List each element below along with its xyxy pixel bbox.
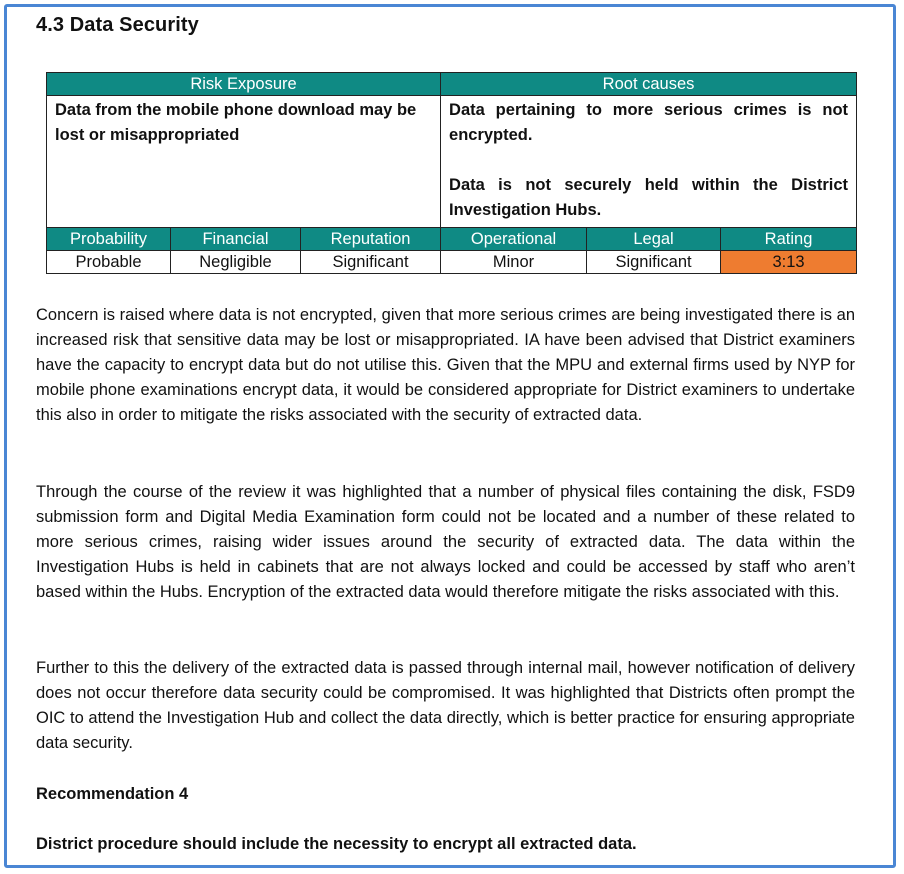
root-cause-2: Data is not securely held within the District Investigation Hubs.: [449, 176, 849, 219]
col-operational: Operational: [441, 228, 587, 251]
col-legal: Legal: [587, 228, 721, 251]
col-financial: Financial: [171, 228, 301, 251]
root-causes-header: Root causes: [441, 73, 857, 96]
val-rating: 3:13: [721, 251, 857, 274]
root-cause-1: Data pertaining to more serious crimes is not encrypted.: [449, 101, 849, 144]
val-probability: Probable: [47, 251, 171, 274]
val-operational: Minor: [441, 251, 587, 274]
recommendation-text: District procedure should include the necessity to encrypt all extracted data.: [36, 835, 637, 853]
col-reputation: Reputation: [301, 228, 441, 251]
section-title: 4.3 Data Security: [36, 14, 199, 36]
paragraph-2: Through the course of the review it was highlighted that a number of physical files containing the disk, FSD9 submission form and Digital Media Examination form could not be located and a number of these related to more serious crimes, raising wider issues around the security of extracted data. The data within the Investigation Hubs is held in cabinets that are not always locked and could be accessed by staff who aren’t based within the Hubs. Encryption of the extracted data would therefore mitigate the risks associated with this.: [36, 483, 855, 601]
risk-exposure-cell: [47, 96, 441, 228]
risk-table: [46, 72, 857, 274]
col-probability: Probability: [47, 228, 171, 251]
paragraph-3: Further to this the delivery of the extracted data is passed through internal mail, however notification of delivery does not occur therefore data security could be compromised. It was highlighted that Districts often prompt the OIC to attend the Investigation Hub and collect the data directly, which is better practice for ensuring appropriate data security.: [36, 659, 855, 752]
col-rating: Rating: [721, 228, 857, 251]
val-financial: Negligible: [171, 251, 301, 274]
val-legal: Significant: [587, 251, 721, 274]
root-causes-cell: [441, 96, 857, 228]
risk-exposure-text: Data from the mobile phone download may be lost or misappropriated: [55, 101, 417, 144]
val-reputation: Significant: [301, 251, 441, 274]
paragraph-1: Concern is raised where data is not encrypted, given that more serious crimes are being investigated there is an increased risk that sensitive data may be lost or misappropriated. IA have been advised that District examiners have the capacity to encrypt data but do not utilise this. Given that the MPU and external firms used by NYP for mobile phone examinations encrypt data, it would be considered appropriate for District examiners to undertake this also in order to mitigate the risks associated with the security of extracted data.: [36, 306, 855, 424]
risk-exposure-header: Risk Exposure: [47, 73, 441, 96]
recommendation-title: Recommendation 4: [36, 785, 189, 803]
